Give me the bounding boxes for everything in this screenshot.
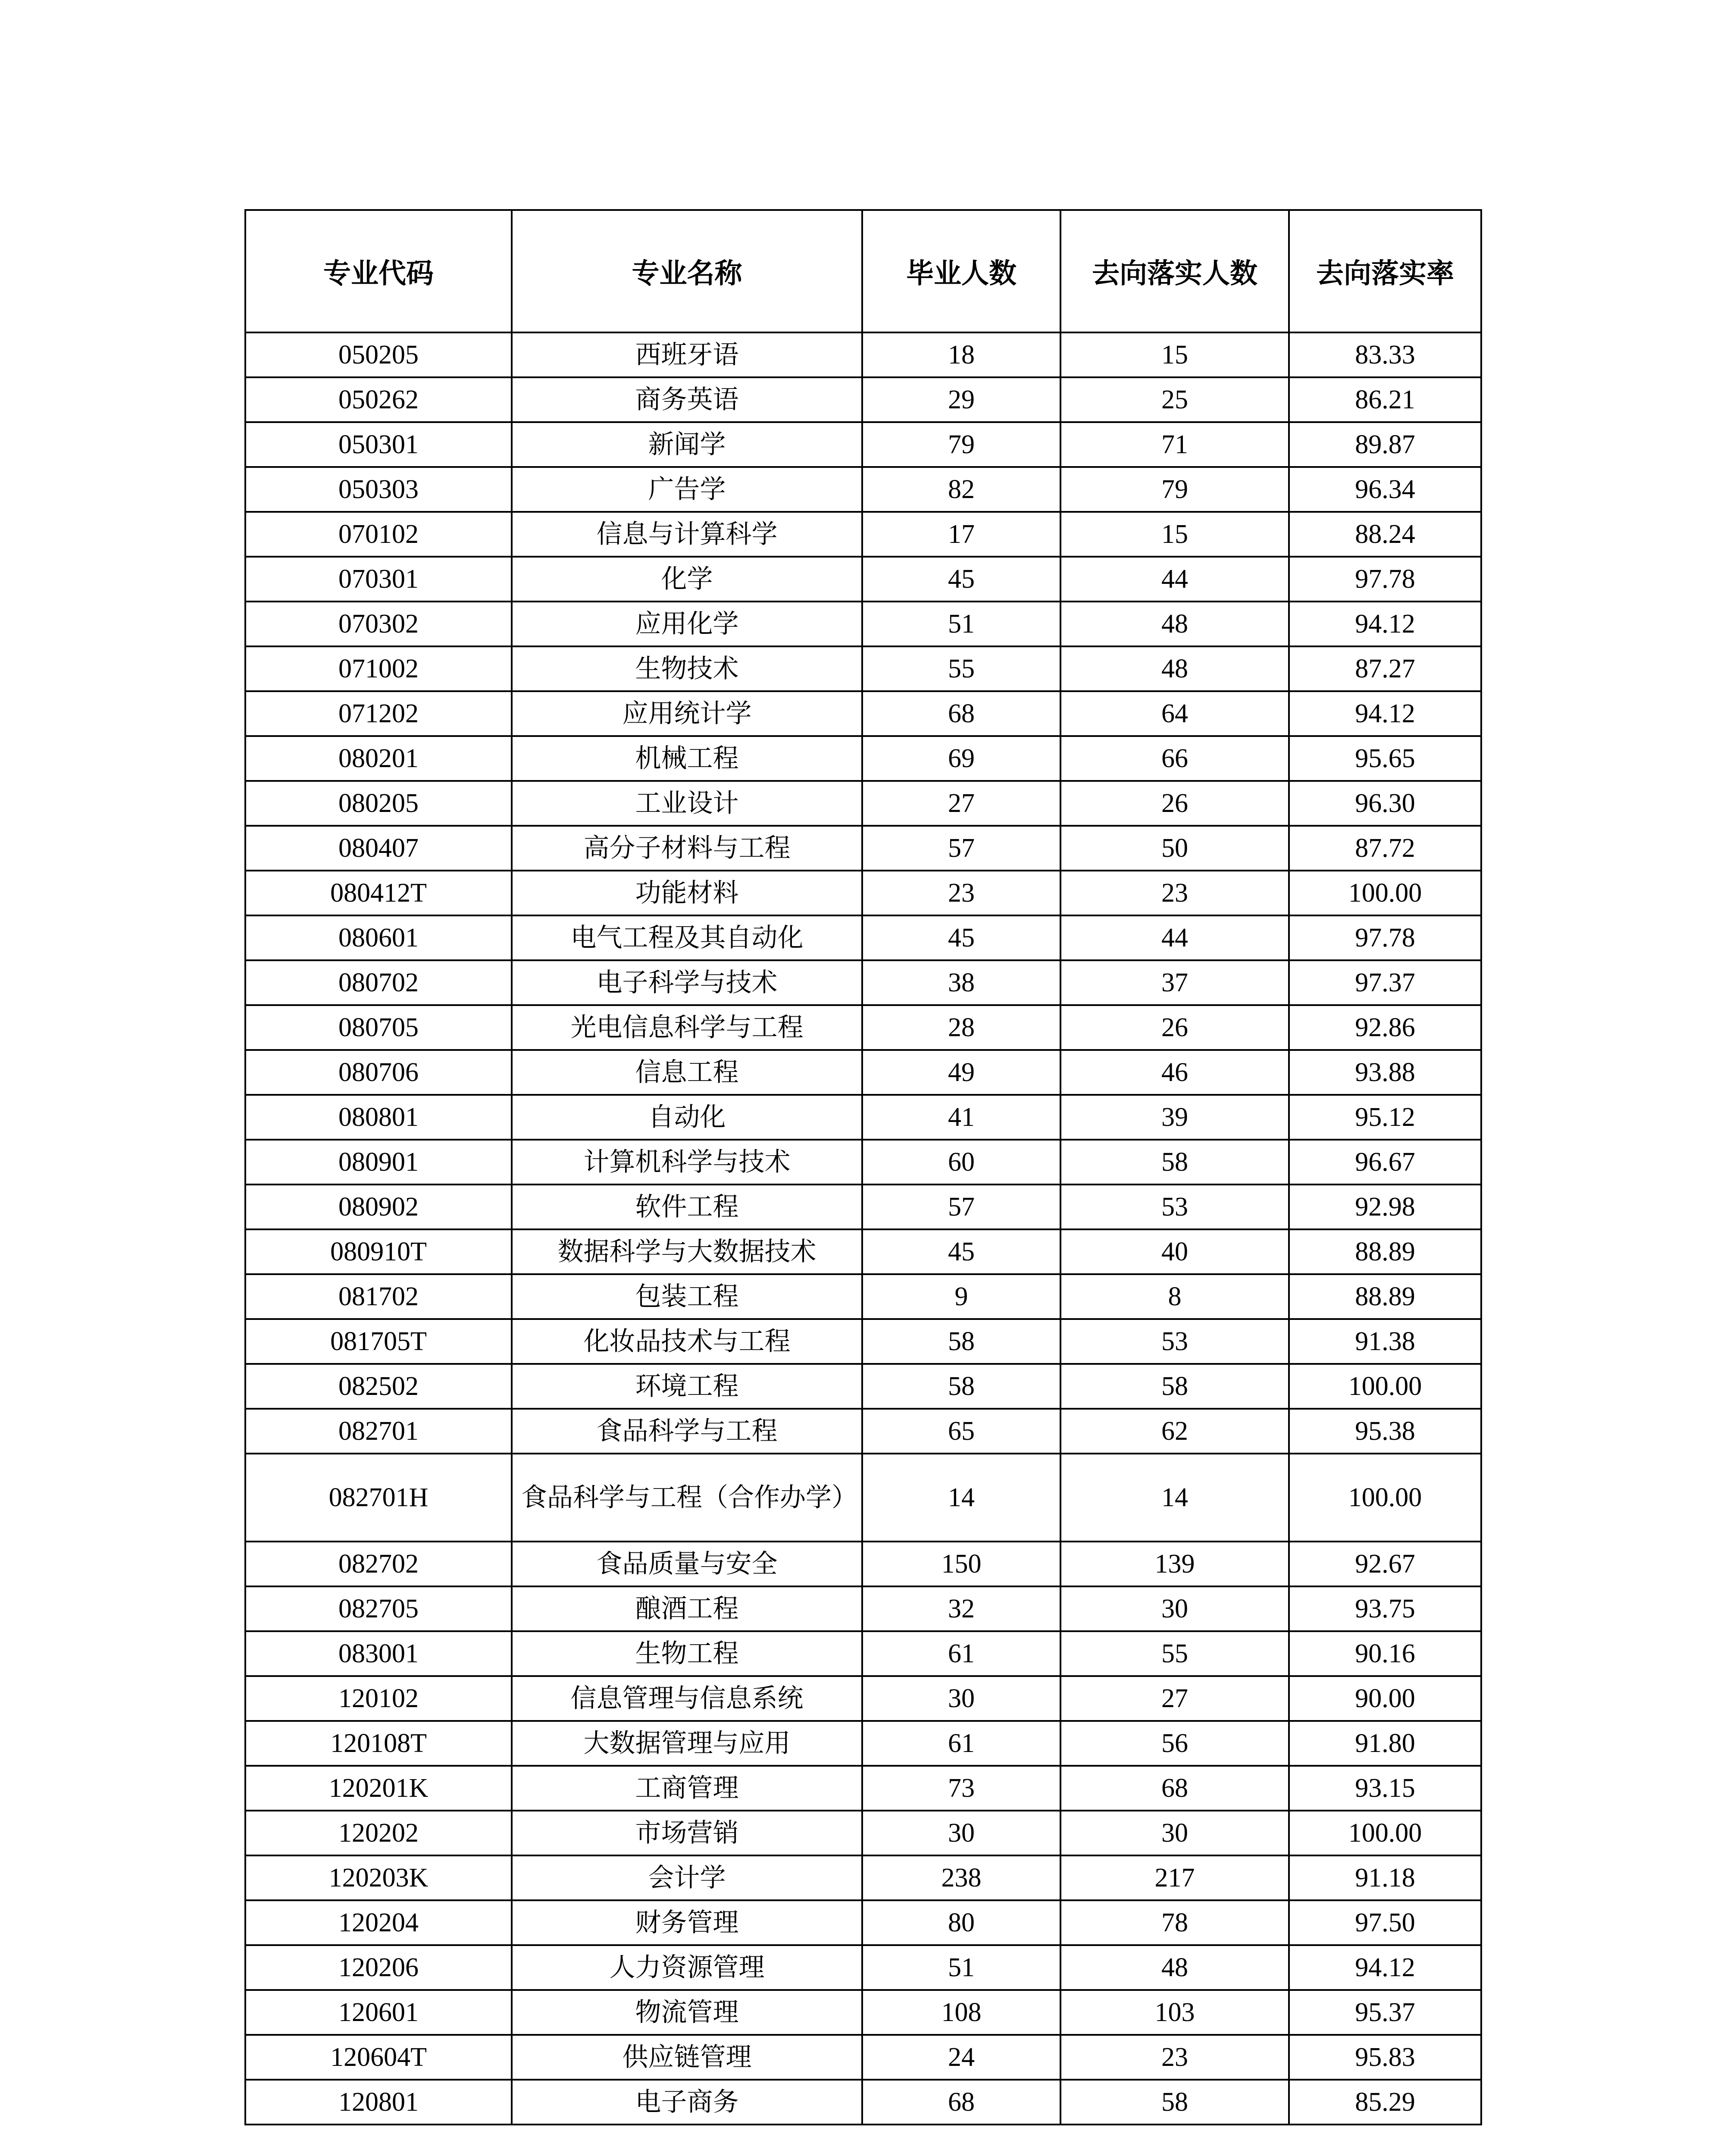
major-name-cell: 自动化 [512, 1095, 862, 1140]
major-code-cell: 120604T [245, 2035, 512, 2080]
placement-rate-cell: 97.50 [1289, 1900, 1481, 1945]
major-name-cell: 会计学 [512, 1855, 862, 1900]
graduates-cell: 41 [862, 1095, 1060, 1140]
major-name-cell: 包装工程 [512, 1274, 862, 1319]
placement-rate-cell: 96.67 [1289, 1140, 1481, 1185]
major-name-cell: 食品质量与安全 [512, 1542, 862, 1586]
placement-rate-cell: 87.27 [1289, 646, 1481, 691]
major-code-cell: 120202 [245, 1811, 512, 1855]
graduates-cell: 61 [862, 1631, 1060, 1676]
table-row [245, 736, 1481, 781]
placed-cell: 56 [1060, 1721, 1289, 1766]
placed-cell: 58 [1060, 1140, 1289, 1185]
major-code-cell: 083001 [245, 1631, 512, 1676]
major-name-cell: 新闻学 [512, 422, 862, 467]
placed-cell: 55 [1060, 1631, 1289, 1676]
placement-rate-cell: 96.34 [1289, 467, 1481, 512]
placement-rate-cell: 86.21 [1289, 377, 1481, 422]
placement-rate-cell: 88.89 [1289, 1229, 1481, 1274]
major-code-cell: 070302 [245, 602, 512, 646]
graduates-cell: 49 [862, 1050, 1060, 1095]
placement-rate-cell: 91.18 [1289, 1855, 1481, 1900]
placed-cell: 26 [1060, 1005, 1289, 1050]
major-name-cell: 信息工程 [512, 1050, 862, 1095]
graduates-cell: 57 [862, 826, 1060, 871]
table-row [245, 557, 1481, 602]
major-code-cell: 120102 [245, 1676, 512, 1721]
graduates-cell: 45 [862, 1229, 1060, 1274]
major-name-cell: 电气工程及其自动化 [512, 915, 862, 960]
graduates-cell: 68 [862, 691, 1060, 736]
placement-rate-cell: 94.12 [1289, 1945, 1481, 1990]
major-name-cell: 西班牙语 [512, 332, 862, 377]
placed-cell: 25 [1060, 377, 1289, 422]
major-code-cell: 082701 [245, 1409, 512, 1454]
major-name-cell: 供应链管理 [512, 2035, 862, 2080]
placement-rate-cell: 92.67 [1289, 1542, 1481, 1586]
placed-cell: 44 [1060, 915, 1289, 960]
table-row [245, 826, 1481, 871]
header-placed: 去向落实人数 [1060, 210, 1289, 332]
graduates-cell: 28 [862, 1005, 1060, 1050]
graduates-cell: 65 [862, 1409, 1060, 1454]
placed-cell: 14 [1060, 1454, 1289, 1542]
major-name-cell: 商务英语 [512, 377, 862, 422]
major-code-cell: 082701H [245, 1454, 512, 1542]
major-code-cell: 080705 [245, 1005, 512, 1050]
graduates-cell: 51 [862, 1945, 1060, 1990]
major-code-cell: 082705 [245, 1586, 512, 1631]
placed-cell: 139 [1060, 1542, 1289, 1586]
header-graduates: 毕业人数 [862, 210, 1060, 332]
major-code-cell: 070102 [245, 512, 512, 557]
major-code-cell: 070301 [245, 557, 512, 602]
placed-cell: 62 [1060, 1409, 1289, 1454]
employment-rate-table [244, 209, 1482, 2125]
table-row [245, 1811, 1481, 1855]
table-row [245, 1229, 1481, 1274]
major-name-cell: 电子商务 [512, 2080, 862, 2125]
graduates-cell: 30 [862, 1811, 1060, 1855]
table-row [245, 1095, 1481, 1140]
table-row [245, 1005, 1481, 1050]
graduates-cell: 18 [862, 332, 1060, 377]
placement-rate-cell: 94.12 [1289, 602, 1481, 646]
table-row [245, 1454, 1481, 1542]
placed-cell: 26 [1060, 781, 1289, 826]
placement-rate-cell: 91.38 [1289, 1319, 1481, 1364]
placement-rate-cell: 95.83 [1289, 2035, 1481, 2080]
placed-cell: 217 [1060, 1855, 1289, 1900]
placement-rate-cell: 90.16 [1289, 1631, 1481, 1676]
table-row [245, 467, 1481, 512]
placement-rate-cell: 88.89 [1289, 1274, 1481, 1319]
placed-cell: 71 [1060, 422, 1289, 467]
placed-cell: 30 [1060, 1586, 1289, 1631]
major-code-cell: 080205 [245, 781, 512, 826]
major-name-cell: 功能材料 [512, 871, 862, 915]
major-name-cell: 电子科学与技术 [512, 960, 862, 1005]
graduates-cell: 58 [862, 1364, 1060, 1409]
placement-rate-cell: 92.98 [1289, 1185, 1481, 1229]
major-code-cell: 080412T [245, 871, 512, 915]
major-name-cell: 机械工程 [512, 736, 862, 781]
graduates-cell: 24 [862, 2035, 1060, 2080]
graduates-cell: 45 [862, 915, 1060, 960]
major-name-cell: 市场营销 [512, 1811, 862, 1855]
major-code-cell: 080910T [245, 1229, 512, 1274]
major-name-cell: 光电信息科学与工程 [512, 1005, 862, 1050]
table-row [245, 1542, 1481, 1586]
major-code-cell: 071002 [245, 646, 512, 691]
major-code-cell: 120206 [245, 1945, 512, 1990]
placed-cell: 15 [1060, 332, 1289, 377]
placed-cell: 58 [1060, 1364, 1289, 1409]
table-row [245, 915, 1481, 960]
placement-rate-cell: 97.78 [1289, 557, 1481, 602]
placement-rate-cell: 85.29 [1289, 2080, 1481, 2125]
placement-rate-cell: 93.88 [1289, 1050, 1481, 1095]
graduates-cell: 17 [862, 512, 1060, 557]
major-name-cell: 生物技术 [512, 646, 862, 691]
major-code-cell: 080407 [245, 826, 512, 871]
placed-cell: 58 [1060, 2080, 1289, 2125]
graduates-cell: 238 [862, 1855, 1060, 1900]
major-name-cell: 化学 [512, 557, 862, 602]
major-code-cell: 081702 [245, 1274, 512, 1319]
major-code-cell: 080201 [245, 736, 512, 781]
table-row [245, 1676, 1481, 1721]
table-row [245, 960, 1481, 1005]
placed-cell: 64 [1060, 691, 1289, 736]
major-name-cell: 财务管理 [512, 1900, 862, 1945]
placement-rate-cell: 100.00 [1289, 1364, 1481, 1409]
table-row [245, 1185, 1481, 1229]
major-name-cell: 工商管理 [512, 1766, 862, 1811]
major-code-cell: 071202 [245, 691, 512, 736]
header-placement-rate: 去向落实率 [1289, 210, 1481, 332]
table-body [245, 332, 1481, 2125]
placed-cell: 40 [1060, 1229, 1289, 1274]
graduates-cell: 69 [862, 736, 1060, 781]
placed-cell: 37 [1060, 960, 1289, 1005]
placed-cell: 66 [1060, 736, 1289, 781]
placement-rate-cell: 88.24 [1289, 512, 1481, 557]
placed-cell: 23 [1060, 871, 1289, 915]
table-row [245, 1631, 1481, 1676]
table-row [245, 691, 1481, 736]
placed-cell: 15 [1060, 512, 1289, 557]
placement-rate-cell: 95.65 [1289, 736, 1481, 781]
placement-rate-cell: 93.75 [1289, 1586, 1481, 1631]
placed-cell: 78 [1060, 1900, 1289, 1945]
placed-cell: 44 [1060, 557, 1289, 602]
placed-cell: 53 [1060, 1319, 1289, 1364]
major-name-cell: 应用统计学 [512, 691, 862, 736]
major-name-cell: 应用化学 [512, 602, 862, 646]
placement-rate-cell: 95.12 [1289, 1095, 1481, 1140]
placed-cell: 50 [1060, 826, 1289, 871]
table-row [245, 2080, 1481, 2125]
table-row [245, 1586, 1481, 1631]
table-row [245, 422, 1481, 467]
placed-cell: 53 [1060, 1185, 1289, 1229]
major-code-cell: 050303 [245, 467, 512, 512]
major-code-cell: 120203K [245, 1855, 512, 1900]
placement-rate-cell: 95.38 [1289, 1409, 1481, 1454]
major-code-cell: 050262 [245, 377, 512, 422]
major-code-cell: 080902 [245, 1185, 512, 1229]
table-header-row [245, 210, 1481, 332]
table-row [245, 1050, 1481, 1095]
table-row [245, 2035, 1481, 2080]
major-name-cell: 信息管理与信息系统 [512, 1676, 862, 1721]
placed-cell: 48 [1060, 1945, 1289, 1990]
placement-rate-cell: 100.00 [1289, 871, 1481, 915]
graduates-cell: 68 [862, 2080, 1060, 2125]
graduates-cell: 73 [862, 1766, 1060, 1811]
table-row [245, 1855, 1481, 1900]
table-row [245, 332, 1481, 377]
major-name-cell: 高分子材料与工程 [512, 826, 862, 871]
placement-rate-cell: 83.33 [1289, 332, 1481, 377]
placed-cell: 48 [1060, 602, 1289, 646]
placement-rate-cell: 97.37 [1289, 960, 1481, 1005]
major-code-cell: 082502 [245, 1364, 512, 1409]
major-code-cell: 080702 [245, 960, 512, 1005]
major-code-cell: 120204 [245, 1900, 512, 1945]
major-code-cell: 080901 [245, 1140, 512, 1185]
table-row [245, 1945, 1481, 1990]
graduates-cell: 32 [862, 1586, 1060, 1631]
graduates-cell: 27 [862, 781, 1060, 826]
major-code-cell: 120108T [245, 1721, 512, 1766]
placement-rate-cell: 96.30 [1289, 781, 1481, 826]
table-row [245, 377, 1481, 422]
placed-cell: 103 [1060, 1990, 1289, 2035]
major-name-cell: 软件工程 [512, 1185, 862, 1229]
placement-rate-cell: 91.80 [1289, 1721, 1481, 1766]
graduates-cell: 45 [862, 557, 1060, 602]
major-code-cell: 082702 [245, 1542, 512, 1586]
placed-cell: 68 [1060, 1766, 1289, 1811]
placed-cell: 8 [1060, 1274, 1289, 1319]
major-name-cell: 人力资源管理 [512, 1945, 862, 1990]
major-name-cell: 酿酒工程 [512, 1586, 862, 1631]
graduates-cell: 61 [862, 1721, 1060, 1766]
placed-cell: 27 [1060, 1676, 1289, 1721]
graduates-cell: 108 [862, 1990, 1060, 2035]
placement-rate-cell: 93.15 [1289, 1766, 1481, 1811]
graduates-cell: 150 [862, 1542, 1060, 1586]
major-code-cell: 050301 [245, 422, 512, 467]
placement-rate-cell: 100.00 [1289, 1454, 1481, 1542]
table-row [245, 781, 1481, 826]
major-name-cell: 食品科学与工程（合作办学） [512, 1454, 862, 1542]
document-page [244, 209, 1480, 2125]
placement-rate-cell: 89.87 [1289, 422, 1481, 467]
major-name-cell: 生物工程 [512, 1631, 862, 1676]
graduates-cell: 82 [862, 467, 1060, 512]
graduates-cell: 38 [862, 960, 1060, 1005]
major-code-cell: 081705T [245, 1319, 512, 1364]
table-row [245, 512, 1481, 557]
graduates-cell: 57 [862, 1185, 1060, 1229]
table-row [245, 871, 1481, 915]
major-code-cell: 080801 [245, 1095, 512, 1140]
table-row [245, 1140, 1481, 1185]
graduates-cell: 9 [862, 1274, 1060, 1319]
graduates-cell: 14 [862, 1454, 1060, 1542]
table-row [245, 646, 1481, 691]
placed-cell: 46 [1060, 1050, 1289, 1095]
table-row [245, 1319, 1481, 1364]
placement-rate-cell: 87.72 [1289, 826, 1481, 871]
placed-cell: 23 [1060, 2035, 1289, 2080]
major-name-cell: 信息与计算科学 [512, 512, 862, 557]
placement-rate-cell: 94.12 [1289, 691, 1481, 736]
header-major-name: 专业名称 [512, 210, 862, 332]
major-name-cell: 食品科学与工程 [512, 1409, 862, 1454]
major-code-cell: 120201K [245, 1766, 512, 1811]
table-row [245, 1409, 1481, 1454]
graduates-cell: 55 [862, 646, 1060, 691]
table-row [245, 602, 1481, 646]
major-name-cell: 环境工程 [512, 1364, 862, 1409]
placed-cell: 39 [1060, 1095, 1289, 1140]
major-name-cell: 数据科学与大数据技术 [512, 1229, 862, 1274]
major-name-cell: 化妆品技术与工程 [512, 1319, 862, 1364]
graduates-cell: 80 [862, 1900, 1060, 1945]
graduates-cell: 29 [862, 377, 1060, 422]
table-row [245, 1766, 1481, 1811]
major-code-cell: 080601 [245, 915, 512, 960]
major-code-cell: 050205 [245, 332, 512, 377]
major-code-cell: 080706 [245, 1050, 512, 1095]
placement-rate-cell: 95.37 [1289, 1990, 1481, 2035]
table-row [245, 1274, 1481, 1319]
placement-rate-cell: 97.78 [1289, 915, 1481, 960]
major-code-cell: 120801 [245, 2080, 512, 2125]
placement-rate-cell: 90.00 [1289, 1676, 1481, 1721]
graduates-cell: 23 [862, 871, 1060, 915]
graduates-cell: 60 [862, 1140, 1060, 1185]
placed-cell: 79 [1060, 467, 1289, 512]
table-row [245, 1900, 1481, 1945]
placed-cell: 30 [1060, 1811, 1289, 1855]
table-row [245, 1990, 1481, 2035]
header-major-code: 专业代码 [245, 210, 512, 332]
graduates-cell: 51 [862, 602, 1060, 646]
graduates-cell: 79 [862, 422, 1060, 467]
graduates-cell: 58 [862, 1319, 1060, 1364]
major-name-cell: 广告学 [512, 467, 862, 512]
major-name-cell: 大数据管理与应用 [512, 1721, 862, 1766]
major-code-cell: 120601 [245, 1990, 512, 2035]
graduates-cell: 30 [862, 1676, 1060, 1721]
placed-cell: 48 [1060, 646, 1289, 691]
major-name-cell: 计算机科学与技术 [512, 1140, 862, 1185]
major-name-cell: 工业设计 [512, 781, 862, 826]
placement-rate-cell: 92.86 [1289, 1005, 1481, 1050]
table-row [245, 1721, 1481, 1766]
placement-rate-cell: 100.00 [1289, 1811, 1481, 1855]
table-row [245, 1364, 1481, 1409]
major-name-cell: 物流管理 [512, 1990, 862, 2035]
